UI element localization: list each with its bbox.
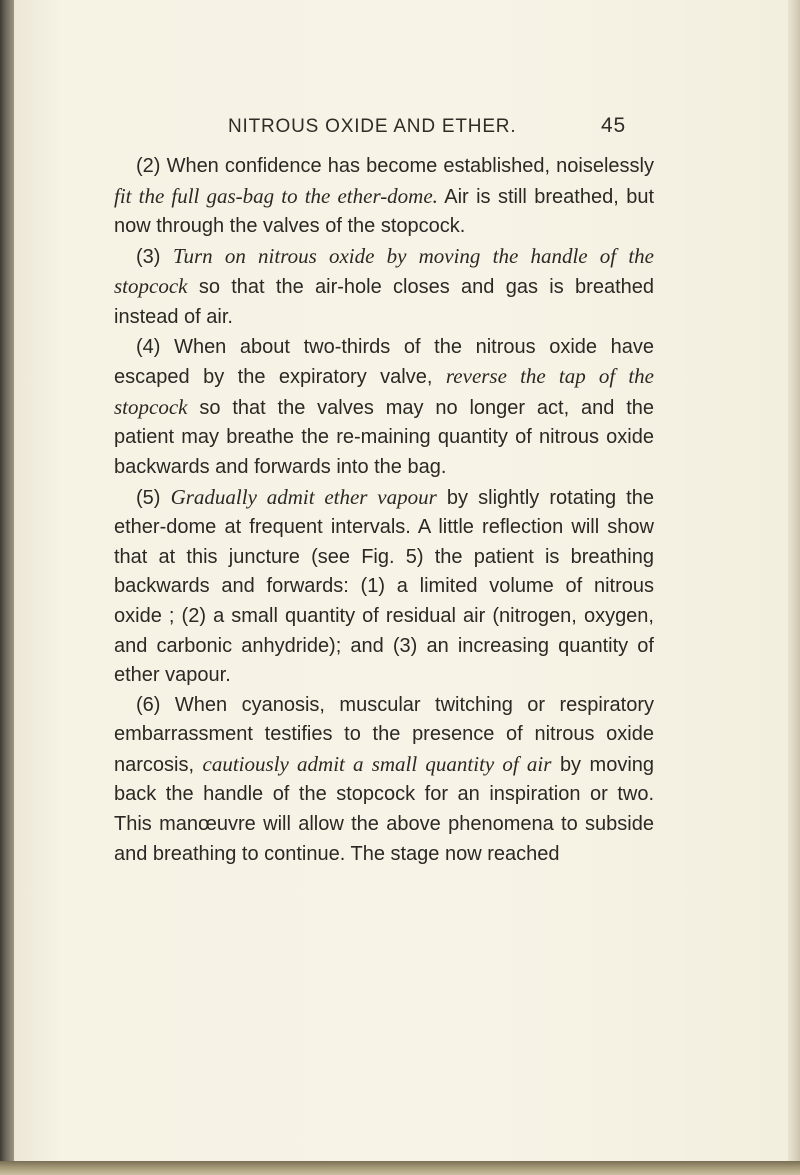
text-run: by moving back the handle of the stopcock for an inspiration or two. This manœuvre will allow the above phenomena to subside and breathing to continue. The stage now reached <box>114 753 655 865</box>
page-edge <box>788 0 800 1175</box>
running-title: NITROUS OXIDE AND ETHER. <box>228 116 517 137</box>
italic-run: reverse the tap of the stopcock <box>114 364 655 419</box>
paragraph-step-6 <box>114 691 654 870</box>
text-run: When confidence has become established, noiselessly <box>166 155 654 177</box>
paragraph-step-5 <box>114 483 654 691</box>
running-header <box>228 116 626 142</box>
text-run: by slightly rotating the ether-dome at frequent intervals. A little reflection will show that at this juncture (see Fig. 5) the patient is breathing backwards and forwards: (1) a limited volume of nitrous oxide ; (2) a small quantity of residual air (nitrogen, oxygen, and carbonic anhydride); and (3) an increasing quantity of ether vapour. <box>114 486 654 687</box>
italic-run: cautiously admit a small quantity of air <box>202 751 552 776</box>
step-number: (6) <box>136 693 161 716</box>
text-run: When about two-thirds of the nitrous oxide have escaped by the expiratory valve, <box>114 335 654 389</box>
paragraph-step-4 <box>114 333 654 483</box>
paragraph-step-3 <box>114 242 654 333</box>
step-number: (4) <box>136 335 161 358</box>
step-number: (5) <box>136 486 161 509</box>
page-number: 45 <box>601 114 626 137</box>
text-run: When cyanosis, muscular twitching or respiratory embarrassment testifies to the presence of nitrous oxide narcosis, <box>114 693 654 776</box>
step-number: (2) <box>136 155 161 177</box>
text-run: Air is still breathed, but now through the valves of the stopcock. <box>114 185 654 238</box>
italic-run: fit the full gas-bag to the ether-dome. <box>114 183 438 208</box>
italic-run: Gradually admit ether vapour <box>170 484 437 509</box>
book-spine-shadow <box>0 0 14 1175</box>
paragraph-step-2 <box>114 152 654 242</box>
body-text <box>114 152 654 869</box>
step-number: (3) <box>136 245 161 268</box>
text-run: so that the valves may no longer act, and the patient may breathe the re-maining quantity of nitrous oxide backwards and forwards into the bag. <box>114 396 654 478</box>
italic-run: Turn on nitrous oxide by moving the handle of the stopcock <box>114 243 654 299</box>
book-bottom-edge <box>0 1161 800 1175</box>
text-run: so that the air-hole closes and gas is breathed instead of air. <box>114 276 655 328</box>
